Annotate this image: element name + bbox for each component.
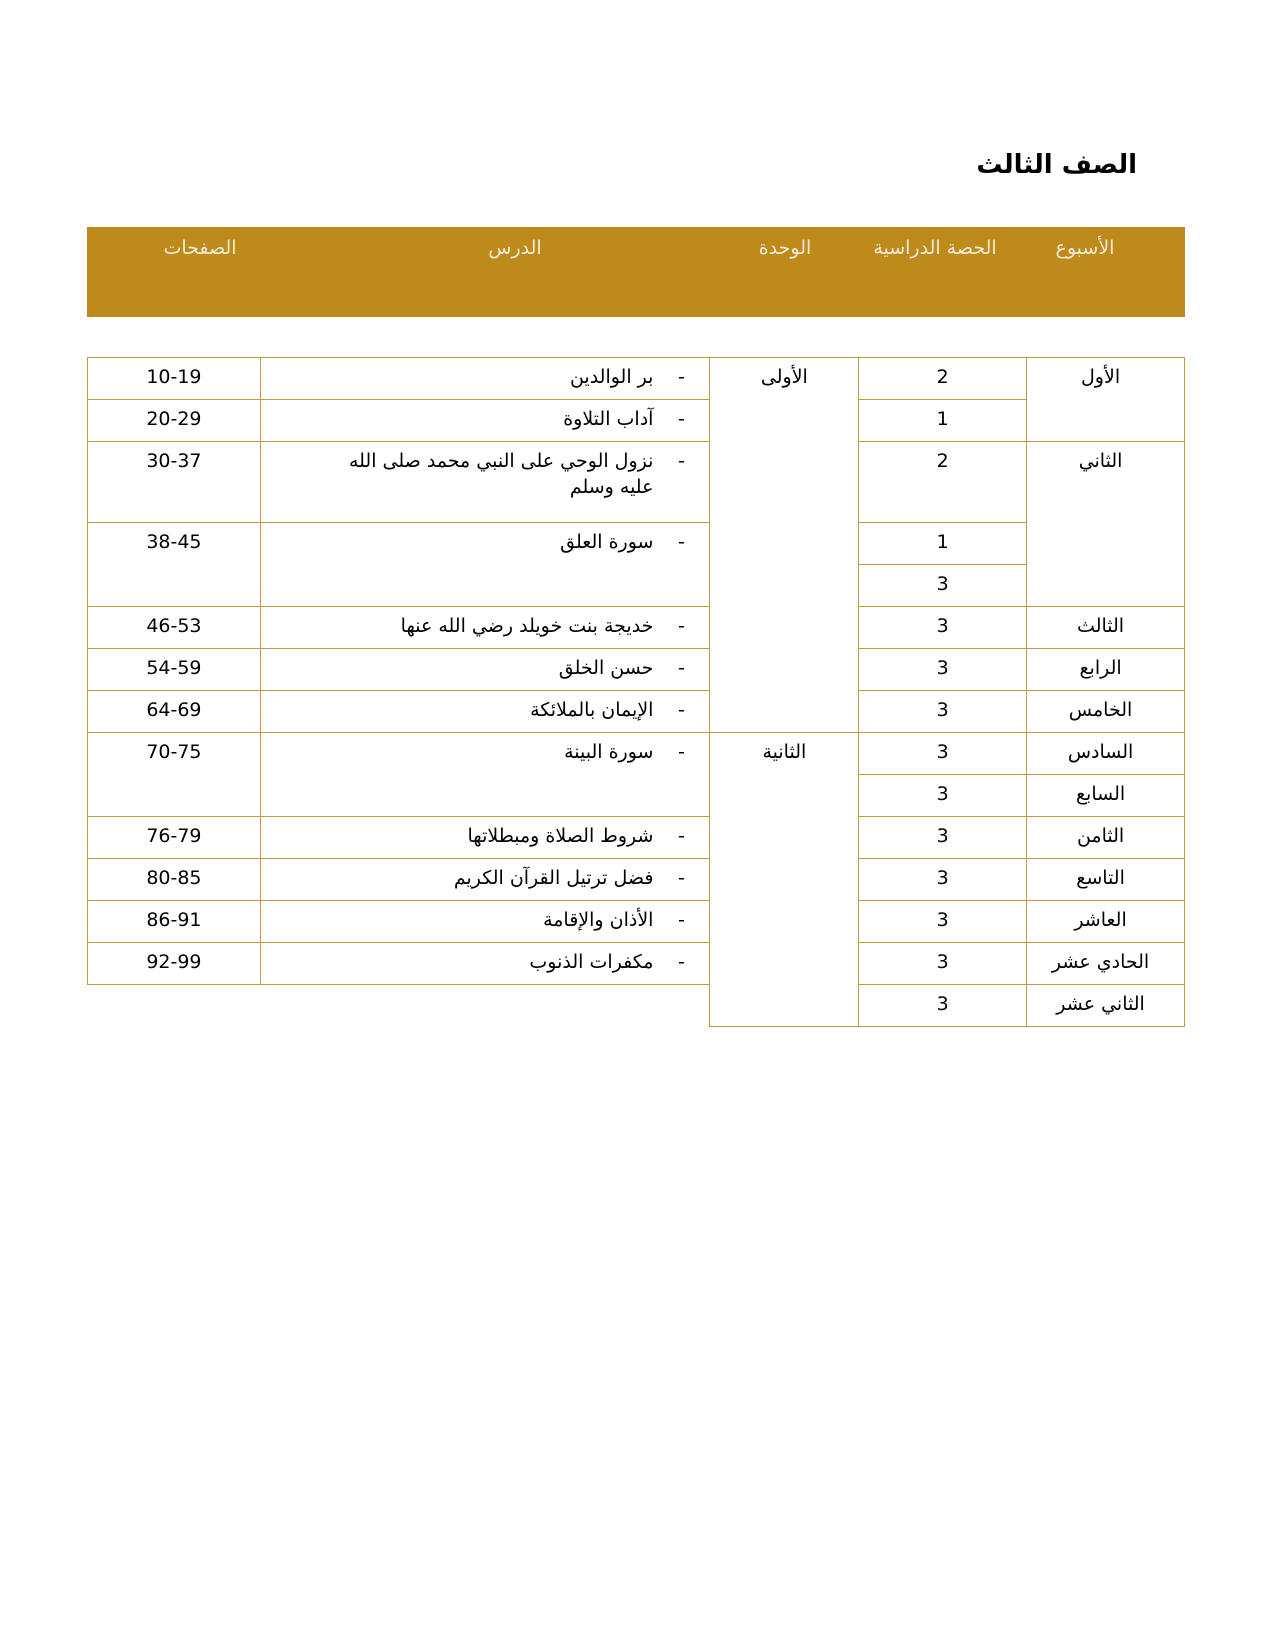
- week-cell: السادس: [1027, 733, 1185, 775]
- list-dash: -: [678, 615, 685, 637]
- list-dash: -: [678, 699, 685, 721]
- period-cell: 2: [859, 442, 1027, 523]
- lesson-cell: [260, 943, 710, 985]
- list-dash: -: [678, 531, 685, 553]
- lesson-title: شروط الصلاة ومبطلاتها: [467, 825, 654, 847]
- period-cell: 3: [859, 859, 1027, 901]
- lesson-cell: [260, 358, 710, 400]
- header-lesson: الدرس: [488, 237, 542, 259]
- table-header-band: [87, 227, 1185, 317]
- lesson-title: سورة البينة: [564, 741, 654, 763]
- list-dash: -: [678, 741, 685, 763]
- lesson-title: مكفرات الذنوب: [529, 951, 654, 973]
- pages-cell: 46-53: [88, 607, 261, 649]
- table-row: [88, 607, 1185, 649]
- week-cell: السابع: [1027, 775, 1185, 817]
- period-cell: 3: [859, 943, 1027, 985]
- list-dash: -: [678, 450, 685, 472]
- period-cell: 3: [859, 985, 1027, 1027]
- lesson-title: سورة العلق: [560, 531, 654, 553]
- period-cell: 3: [859, 775, 1027, 817]
- list-dash: -: [678, 366, 685, 388]
- header-period: الحصة الدراسية: [873, 237, 997, 259]
- lesson-cell: [260, 691, 710, 733]
- lesson-title: نزول الوحي على النبي محمد صلى الله عليه وسلم: [348, 450, 654, 498]
- header-week: الأسبوع: [1055, 237, 1115, 259]
- lesson-title: فضل ترتيل القرآن الكريم: [453, 867, 654, 889]
- lesson-title: حسن الخلق: [558, 657, 654, 679]
- table-row: [88, 358, 1185, 400]
- period-cell: 3: [859, 733, 1027, 775]
- lesson-title: آداب التلاوة: [563, 408, 654, 430]
- lesson-title: بر الوالدين: [569, 366, 654, 388]
- header-pages: الصفحات: [163, 237, 237, 259]
- lesson-cell: [260, 607, 710, 649]
- period-cell: 3: [859, 817, 1027, 859]
- list-dash: -: [678, 408, 685, 430]
- table-row: [88, 733, 1185, 775]
- table-row: [88, 859, 1185, 901]
- table-row: [88, 649, 1185, 691]
- pages-cell: 70-75: [88, 733, 261, 817]
- lesson-cell: [260, 901, 710, 943]
- week-cell: الرابع: [1027, 649, 1185, 691]
- period-cell: 3: [859, 607, 1027, 649]
- lesson-title: الأذان والإقامة: [543, 909, 654, 931]
- week-cell: الثالث: [1027, 607, 1185, 649]
- table-row: [88, 442, 1185, 523]
- week-cell: الخامس: [1027, 691, 1185, 733]
- table-row: [88, 817, 1185, 859]
- table-row: [88, 523, 1185, 565]
- period-cell: 1: [859, 523, 1027, 565]
- list-dash: -: [678, 909, 685, 931]
- lesson-cell: [260, 649, 710, 691]
- unit-cell: الثانية: [710, 733, 859, 1027]
- pages-cell: 10-19: [88, 358, 261, 400]
- lesson-title: خديجة بنت خويلد رضي الله عنها: [400, 615, 654, 637]
- week-cell: التاسع: [1027, 859, 1185, 901]
- lesson-cell: [260, 733, 710, 817]
- week-cell: العاشر: [1027, 901, 1185, 943]
- pages-cell: 30-37: [88, 442, 261, 523]
- pages-cell: 20-29: [88, 400, 261, 442]
- page-title: الصف الثالث: [976, 150, 1137, 180]
- week-cell: الثامن: [1027, 817, 1185, 859]
- period-cell: 3: [859, 565, 1027, 607]
- period-cell: 1: [859, 400, 1027, 442]
- pages-cell: 80-85: [88, 859, 261, 901]
- pages-cell: 76-79: [88, 817, 261, 859]
- unit-cell: الأولى: [710, 358, 859, 733]
- pages-cell: 86-91: [88, 901, 261, 943]
- week-cell: الثاني: [1027, 442, 1185, 607]
- week-cell: الحادي عشر: [1027, 943, 1185, 985]
- pages-cell: 38-45: [88, 523, 261, 607]
- pages-cell: 64-69: [88, 691, 261, 733]
- lesson-cell: [260, 859, 710, 901]
- list-dash: -: [678, 951, 685, 973]
- table-row: [88, 400, 1185, 442]
- table-row: [88, 691, 1185, 733]
- schedule-table: [87, 357, 1185, 1027]
- table-row: [88, 943, 1185, 985]
- table-row: [88, 985, 1185, 1027]
- pages-cell: 92-99: [88, 943, 261, 985]
- period-cell: 3: [859, 691, 1027, 733]
- list-dash: -: [678, 867, 685, 889]
- list-dash: -: [678, 825, 685, 847]
- table-row: [88, 901, 1185, 943]
- lesson-cell: [260, 400, 710, 442]
- pages-cell: 54-59: [88, 649, 261, 691]
- week-cell: الأول: [1027, 358, 1185, 442]
- period-cell: 3: [859, 901, 1027, 943]
- lesson-title: الإيمان بالملائكة: [530, 699, 654, 721]
- list-dash: -: [678, 657, 685, 679]
- lesson-cell: [260, 523, 710, 607]
- lesson-cell: [260, 442, 710, 523]
- period-cell: 3: [859, 649, 1027, 691]
- header-unit: الوحدة: [758, 237, 812, 259]
- period-cell: 2: [859, 358, 1027, 400]
- week-cell: الثاني عشر: [1027, 985, 1185, 1027]
- lesson-cell: [260, 817, 710, 859]
